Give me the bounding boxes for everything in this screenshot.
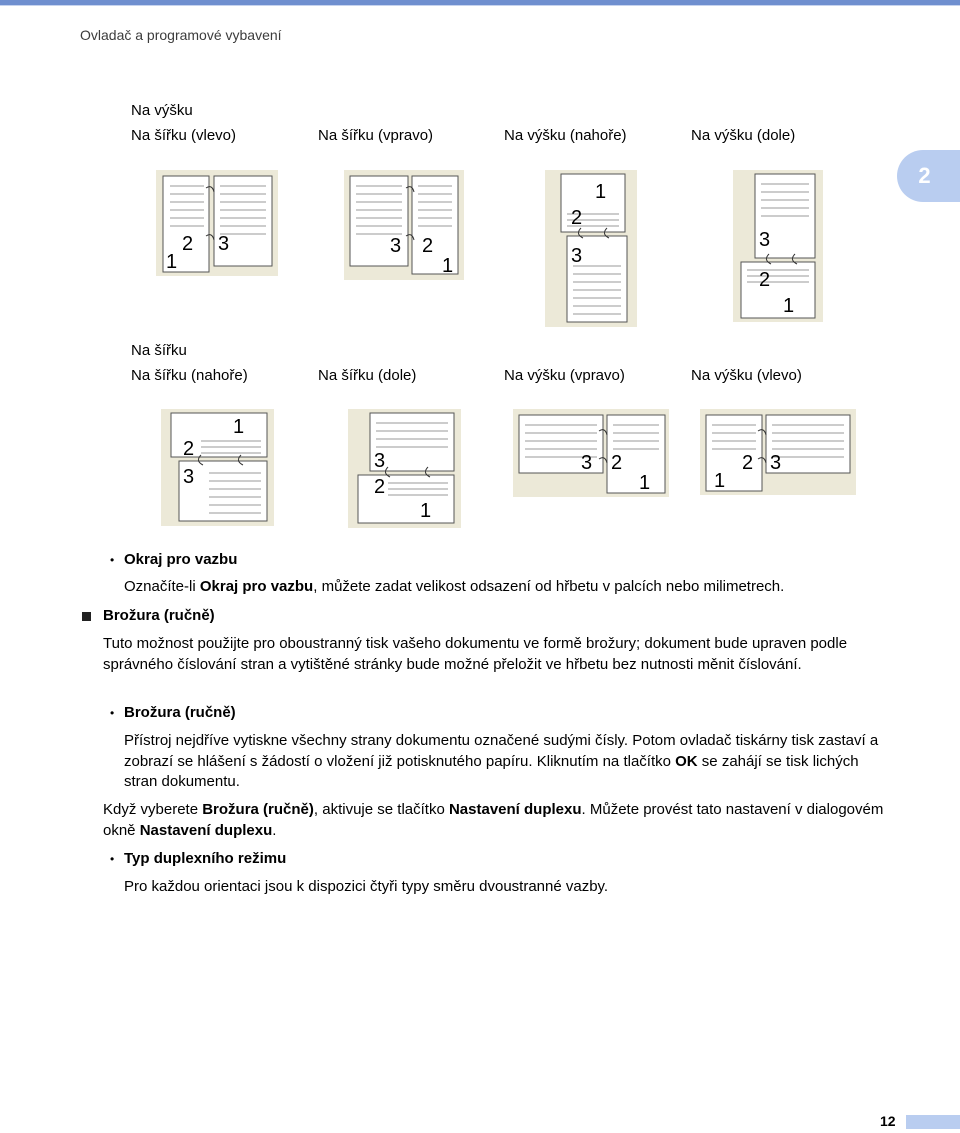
- duplex-title: Typ duplexního režimu: [124, 850, 287, 867]
- caption-portrait-top: Na výšku (nahoře): [504, 127, 627, 144]
- fig3-num-1: 1: [595, 181, 607, 203]
- fig5-num-1: 1: [233, 416, 245, 438]
- figure-portrait-top: [545, 170, 637, 327]
- fig1-num-2: 2: [182, 233, 194, 255]
- fig7-num-3: 3: [581, 452, 593, 474]
- fig6-num-2: 2: [374, 476, 386, 498]
- figure-portrait-left: [156, 170, 278, 276]
- fig2-num-2: 2: [422, 235, 434, 257]
- fig5-num-3: 3: [183, 466, 195, 488]
- fig4-num-1: 1: [783, 295, 795, 317]
- caption-portrait-left: Na šířku (vlevo): [131, 127, 237, 144]
- figure-landscape-right: [513, 409, 669, 497]
- fig7-num-1: 1: [639, 472, 651, 494]
- fig4-num-2: 2: [759, 269, 771, 291]
- fig6-num-1: 1: [420, 500, 432, 522]
- fig8-num-2: 2: [742, 452, 754, 474]
- figure-landscape-top: [161, 409, 274, 526]
- bullet-dot-booklet: •: [110, 706, 115, 720]
- duplex-desc: Pro každou orientaci jsou k dispozici čtyři typy směru dvoustranné vazby.: [124, 878, 609, 895]
- booklet-sub-title: Brožura (ručně): [124, 704, 236, 721]
- figure-portrait-bottom: [733, 170, 823, 322]
- fig7-num-2: 2: [611, 452, 623, 474]
- fig2-num-1: 1: [442, 255, 454, 277]
- bullet-dot-margin: •: [110, 553, 115, 567]
- margin-desc: Označíte-li Okraj pro vazbu, můžete zadat velikost odsazení od hřbetu v palcích nebo milimetrech.: [124, 578, 785, 595]
- caption-portrait-bottom: Na výšku (dole): [691, 127, 796, 144]
- running-header: Ovladač a programové vybavení: [80, 27, 282, 43]
- fig2-num-3: 3: [390, 235, 402, 257]
- caption-landscape-left: Na výšku (vlevo): [691, 367, 802, 384]
- fig6-num-3: 3: [374, 450, 386, 472]
- fig3-num-2: 2: [571, 207, 583, 229]
- caption-landscape-bottom: Na šířku (dole): [318, 367, 417, 384]
- fig5-num-2: 2: [183, 438, 195, 460]
- top-rule: [0, 0, 960, 5]
- caption-landscape-top: Na šířku (nahoře): [131, 367, 248, 384]
- fig8-num-3: 3: [770, 452, 782, 474]
- chapter-tab: [897, 150, 960, 202]
- figure-landscape-left: [700, 409, 856, 495]
- booklet-sub-desc: Přístroj nejdříve vytiskne všechny strany dokumentu označené sudými čísly. Potom ovladač tiskárny tisk zastaví a zobrazí se hlášení s žádostí o vložení již potisknutého papíru. Kliknutím na tlačítko OK se zahájí se tisk lichých stran dokumentu.: [124, 732, 879, 790]
- booklet-note: Když vyberete Brožura (ručně), aktivuje se tlačítko Nastavení duplexu. Můžete provést tato nastavení v dialogovém okně Nastavení duplexu.: [103, 801, 884, 839]
- figure-landscape-bottom: [348, 409, 461, 528]
- caption-portrait-right: Na šířku (vpravo): [318, 127, 434, 144]
- fig1-num-3: 3: [218, 233, 230, 255]
- margin-title: Okraj pro vazbu: [124, 551, 238, 568]
- page-bar: [906, 1115, 960, 1129]
- booklet-desc: Tuto možnost použijte pro oboustranný tisk vašeho dokumentu ve formě brožury; dokument bude upraven podle správného číslování stran a vytištěné stránky bude možné přeložit ve hřbetu bez nutnosti měnit číslování.: [103, 635, 848, 673]
- page-number: 12: [880, 1113, 896, 1129]
- group-title-landscape: Na šířku: [131, 342, 187, 359]
- chapter-number: 2: [918, 163, 931, 188]
- caption-landscape-right: Na výšku (vpravo): [504, 367, 625, 384]
- bullet-dot-duplex: •: [110, 852, 115, 866]
- figure-portrait-right: [344, 170, 464, 280]
- square-bullet-icon: [82, 612, 91, 621]
- booklet-title: Brožura (ručně): [103, 607, 215, 624]
- fig4-num-3: 3: [759, 229, 771, 251]
- group-title-portrait: Na výšku: [131, 102, 193, 119]
- fig3-num-3: 3: [571, 245, 583, 267]
- fig8-num-1: 1: [714, 470, 726, 492]
- fig1-num-1: 1: [166, 251, 178, 273]
